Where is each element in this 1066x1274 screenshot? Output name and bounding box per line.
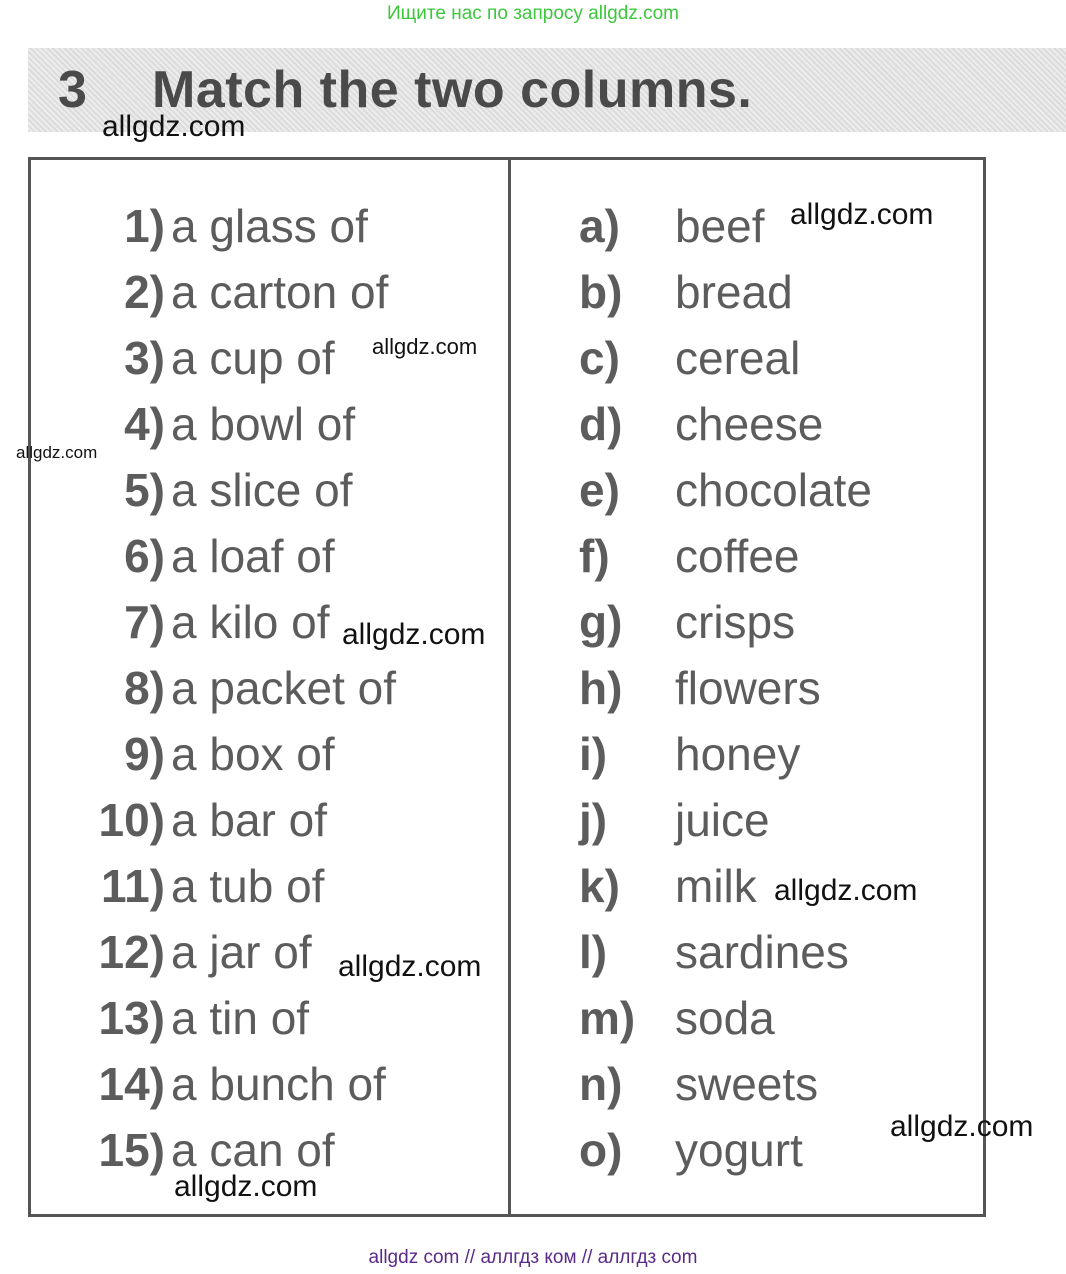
right-item-text: yogurt	[675, 1124, 803, 1176]
left-item-text: a bar of	[171, 794, 327, 846]
right-item-label: c)	[579, 332, 620, 384]
left-item-text: a box of	[171, 728, 335, 780]
left-item-label: 1)	[124, 200, 165, 252]
left-item-text: a slice of	[171, 464, 353, 516]
matching-table	[28, 157, 986, 1217]
right-item-text: juice	[675, 794, 770, 846]
column-divider	[508, 160, 511, 1214]
watermark: allgdz.com	[890, 1110, 1034, 1143]
right-item-text: milk	[675, 860, 757, 912]
left-item-text: a loaf of	[171, 530, 335, 582]
exercise-title: Match the two columns.	[152, 61, 753, 119]
left-item-label: 14)	[98, 1058, 165, 1110]
right-item-text: flowers	[675, 662, 821, 714]
right-item-label: o)	[579, 1124, 623, 1176]
left-item-6	[55, 520, 505, 586]
right-column	[579, 190, 979, 1180]
right-item-text: soda	[675, 992, 775, 1044]
right-item-text: honey	[675, 728, 801, 780]
right-item-label: j)	[579, 794, 608, 846]
left-item-13	[55, 982, 505, 1048]
right-item-text: cheese	[675, 398, 824, 450]
right-item-i	[579, 718, 979, 784]
left-item-text: a cup of	[171, 332, 335, 384]
left-item-label: 9)	[124, 728, 165, 780]
right-item-label: f)	[579, 530, 610, 582]
right-item-text: cereal	[675, 332, 801, 384]
left-item-text: a kilo of	[171, 596, 330, 648]
right-item-text: crisps	[675, 596, 796, 648]
left-item-10	[55, 784, 505, 850]
left-item-5	[55, 454, 505, 520]
left-item-4	[55, 388, 505, 454]
left-item-9	[55, 718, 505, 784]
watermark: allgdz.com	[16, 443, 98, 462]
right-item-h	[579, 652, 979, 718]
left-item-label: 10)	[98, 794, 165, 846]
left-item-label: 8)	[124, 662, 165, 714]
right-item-j	[579, 784, 979, 850]
right-item-label: a)	[579, 200, 620, 252]
left-item-8	[55, 652, 505, 718]
right-item-label: g)	[579, 596, 623, 648]
right-item-label: b)	[579, 266, 623, 318]
right-item-n	[579, 1048, 979, 1114]
watermark: allgdz.com	[174, 1170, 318, 1203]
right-item-text: coffee	[675, 530, 800, 582]
right-item-g	[579, 586, 979, 652]
watermark: allgdz.com	[774, 874, 918, 907]
right-item-c	[579, 322, 979, 388]
right-item-f	[579, 520, 979, 586]
left-item-text: a packet of	[171, 662, 397, 714]
top-banner: Ищите нас по запросу allgdz.com	[386, 3, 679, 24]
left-item-label: 13)	[98, 992, 165, 1044]
left-item-14	[55, 1048, 505, 1114]
left-item-label: 7)	[124, 596, 165, 648]
watermark: allgdz.com	[102, 110, 246, 143]
right-item-text: chocolate	[675, 464, 872, 516]
left-item-text: a tub of	[171, 860, 325, 912]
right-item-text: sweets	[675, 1058, 819, 1110]
right-item-text: sardines	[675, 926, 849, 978]
watermark: allgdz.com	[342, 618, 486, 651]
right-item-d	[579, 388, 979, 454]
left-item-text: a can of	[171, 1124, 335, 1176]
left-item-label: 5)	[124, 464, 165, 516]
right-item-label: n)	[579, 1058, 623, 1110]
left-item-2	[55, 256, 505, 322]
right-item-label: h)	[579, 662, 623, 714]
left-item-1	[55, 190, 505, 256]
bottom-banner: allgdz com // аллгдз ком // аллгдз com	[368, 1247, 698, 1268]
left-item-label: 15)	[98, 1124, 165, 1176]
watermark: allgdz.com	[372, 334, 478, 359]
exercise-number: 3	[58, 61, 87, 119]
left-item-text: a tin of	[171, 992, 310, 1044]
right-item-b	[579, 256, 979, 322]
left-item-label: 4)	[124, 398, 165, 450]
left-item-label: 12)	[98, 926, 165, 978]
left-item-label: 6)	[124, 530, 165, 582]
right-item-m	[579, 982, 979, 1048]
left-item-text: a bunch of	[171, 1058, 386, 1110]
right-item-text: beef	[675, 200, 765, 252]
watermark: allgdz.com	[338, 950, 482, 983]
left-item-label: 11)	[101, 860, 165, 912]
right-item-label: l)	[579, 926, 608, 978]
right-item-label: m)	[579, 992, 636, 1044]
left-item-text: a jar of	[171, 926, 312, 978]
watermark: allgdz.com	[790, 198, 934, 231]
right-item-l	[579, 916, 979, 982]
left-item-11	[55, 850, 505, 916]
right-item-label: d)	[579, 398, 623, 450]
left-item-label: 2)	[124, 266, 165, 318]
right-item-label: i)	[579, 728, 608, 780]
left-item-text: a bowl of	[171, 398, 356, 450]
right-item-label: e)	[579, 464, 620, 516]
left-item-text: a glass of	[171, 200, 368, 252]
right-item-text: bread	[675, 266, 793, 318]
left-item-text: a carton of	[171, 266, 389, 318]
left-item-label: 3)	[124, 332, 165, 384]
right-item-e	[579, 454, 979, 520]
right-item-label: k)	[579, 860, 620, 912]
